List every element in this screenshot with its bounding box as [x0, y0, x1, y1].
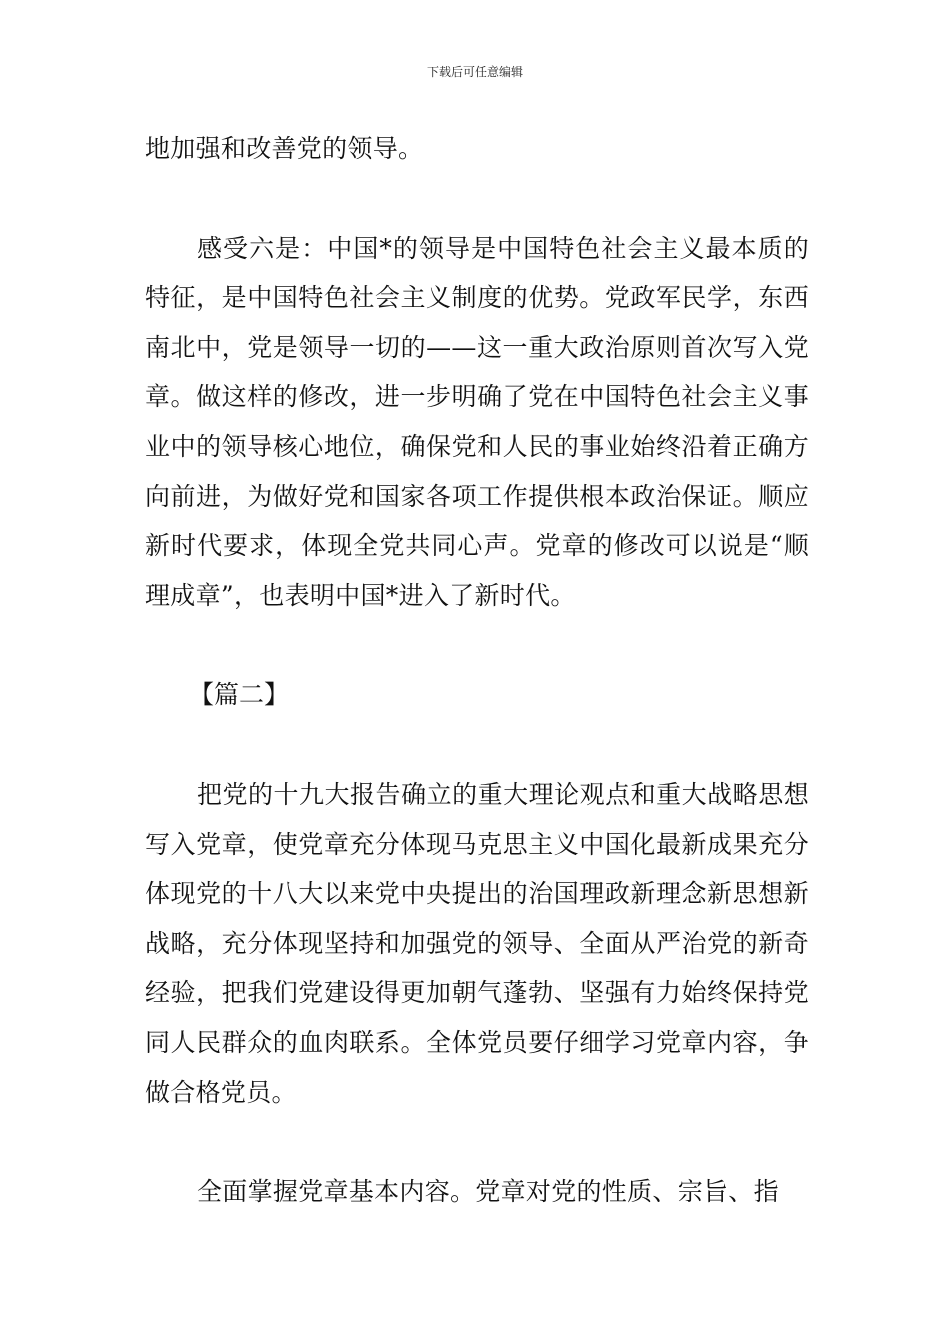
- page-header: 下载后可任意编辑: [426, 65, 523, 79]
- paragraph-part-two-intro: 把党的十九大报告确立的重大理论观点和重大战略思想写入党章，使党章充分体现马克思主义中国化最新成果充分体现党的十八大以来党中央提出的治国理政新理念新思想新战略，充分体现坚持和加强党的领导、全面从严治党的新奇经验，把我们党建设得更加朝气蓬勃、坚强有力始终保持党同人民群众的血肉联系。全体党员要仔细学习党章内容，争做合格党员。: [145, 779, 809, 1107]
- document-body: [145, 124, 809, 1217]
- paragraph-master-content: 全面掌握党章基本内容。党章对党的性质、宗旨、指: [197, 1177, 779, 1207]
- section-heading: 【篇二】: [189, 680, 290, 710]
- paragraph-continuation: 地加强和改善党的领导。: [145, 134, 424, 163]
- paragraph-feeling-six: 感受六是：中国*的领导是中国特色社会主义最本质的特征，是中国特色社会主义制度的优势。党政军民学，东西南北中，党是领导一切的——这一重大政治原则首次写入党章。做这样的修改，进一步明确了党在中国特色社会主义事业中的领导核心地位，确保党和人民的事业始终沿着正确方向前进，为做好党和国家各项工作提供根本政治保证。顺应新时代要求，体现全党共同心声。党章的修改可以说是“顺理成章”，也表明中国*进入了新时代。: [145, 233, 809, 610]
